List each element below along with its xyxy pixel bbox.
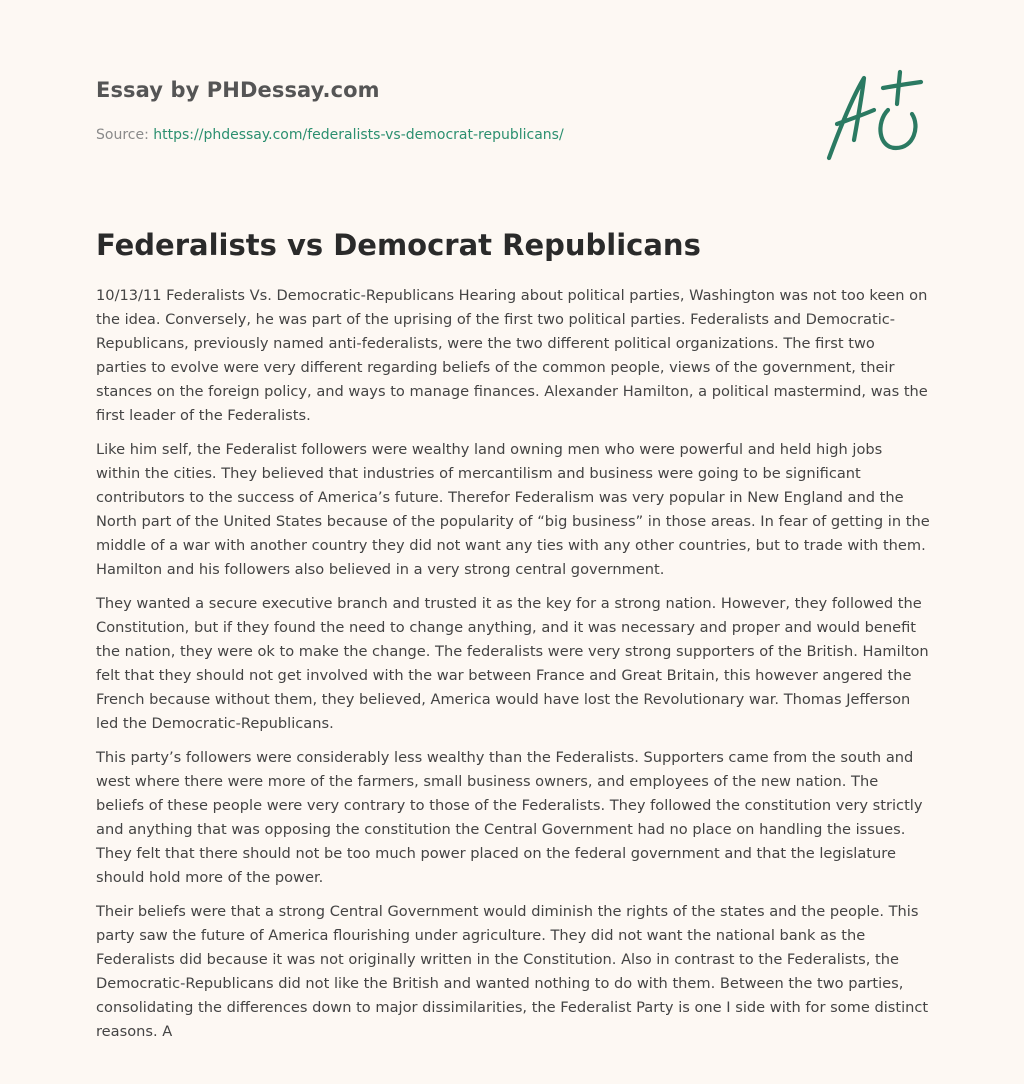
source-label: Source: xyxy=(96,127,149,143)
essay-paragraph-3: They wanted a secure executive branch and trusted it as the key for a strong nation. However, they followed the Constitution, but if they found the need to change anything, and it was necessary and proper and would benefit the nation, they were ok to make the change. The federalists were very strong supporters of the British. Hamilton felt that they should not get involved with the war between France and Great Britain, this however angered the French because without them, they believed, America would have lost the Revolutionary war. Thomas Jefferson led the Democratic-Republicans. xyxy=(96,595,929,732)
essay-paragraph-5: Their beliefs were that a strong Central Government would diminish the rights of the states and the people. This party saw the future of America flourishing under agriculture. They did not want the national bank as the Federalists did because it was not originally written in the Constitution. Also in contrast to the Federalists, the Democratic-Republicans did not like the British and wanted nothing to do with them. Between the two parties, consolidating the differences down to major dissimilarities, the Federalist Party is one I side with for some distinct reasons. A xyxy=(96,903,929,1040)
a-plus-grade-icon xyxy=(820,66,932,166)
site-brand: Essay by PHDessay.com xyxy=(96,78,380,102)
source-link[interactable]: https://phdessay.com/federalists-vs-democrat-republicans/ xyxy=(153,127,564,143)
essay-header xyxy=(96,76,836,145)
essay-paragraph-4: This party’s followers were considerably less wealthy than the Federalists. Supporters came from the south and west where there were more of the farmers, small business owners, and employees of the new nation. The beliefs of these people were very contrary to those of the Federalists. They followed the constitution very strictly and anything that was opposing the constitution the Central Government had no place on handling the issues. They felt that there should not be too much power placed on the federal government and that the legislature should hold more of the power. xyxy=(96,749,923,886)
source-line xyxy=(96,125,836,145)
essay-paragraph-2: Like him self, the Federalist followers were wealthy land owning men who were powerful and held high jobs within the cities. They believed that industries of mercantilism and business were going to be significant contributors to the success of America’s future. Therefor Federalism was very popular in New England and the North part of the United States because of the popularity of “big business” in those areas. In fear of getting in the middle of a war with another country they did not want any ties with any other countries, but to trade with them. Hamilton and his followers also believed in a very strong central government. xyxy=(96,441,930,578)
essay-paragraph-1: 10/13/11 Federalists Vs. Democratic-Republicans Hearing about political parties, Washington was not too keen on the idea. Conversely, he was part of the uprising of the first two political parties. Federalists and Democratic-Republicans, previously named anti-federalists, were the two different political organizations. The first two parties to evolve were very different regarding beliefs of the common people, views of the government, their stances on the foreign policy, and ways to manage finances. Alexander Hamilton, a political mastermind, was the first leader of the Federalists. xyxy=(96,287,928,424)
plus-vertical-stroke xyxy=(897,72,900,104)
circle-flourish-stroke xyxy=(880,110,915,148)
essay-body xyxy=(96,284,930,1054)
plus-horizontal-stroke xyxy=(883,82,921,88)
essay-title: Federalists vs Democrat Republicans xyxy=(96,228,701,262)
